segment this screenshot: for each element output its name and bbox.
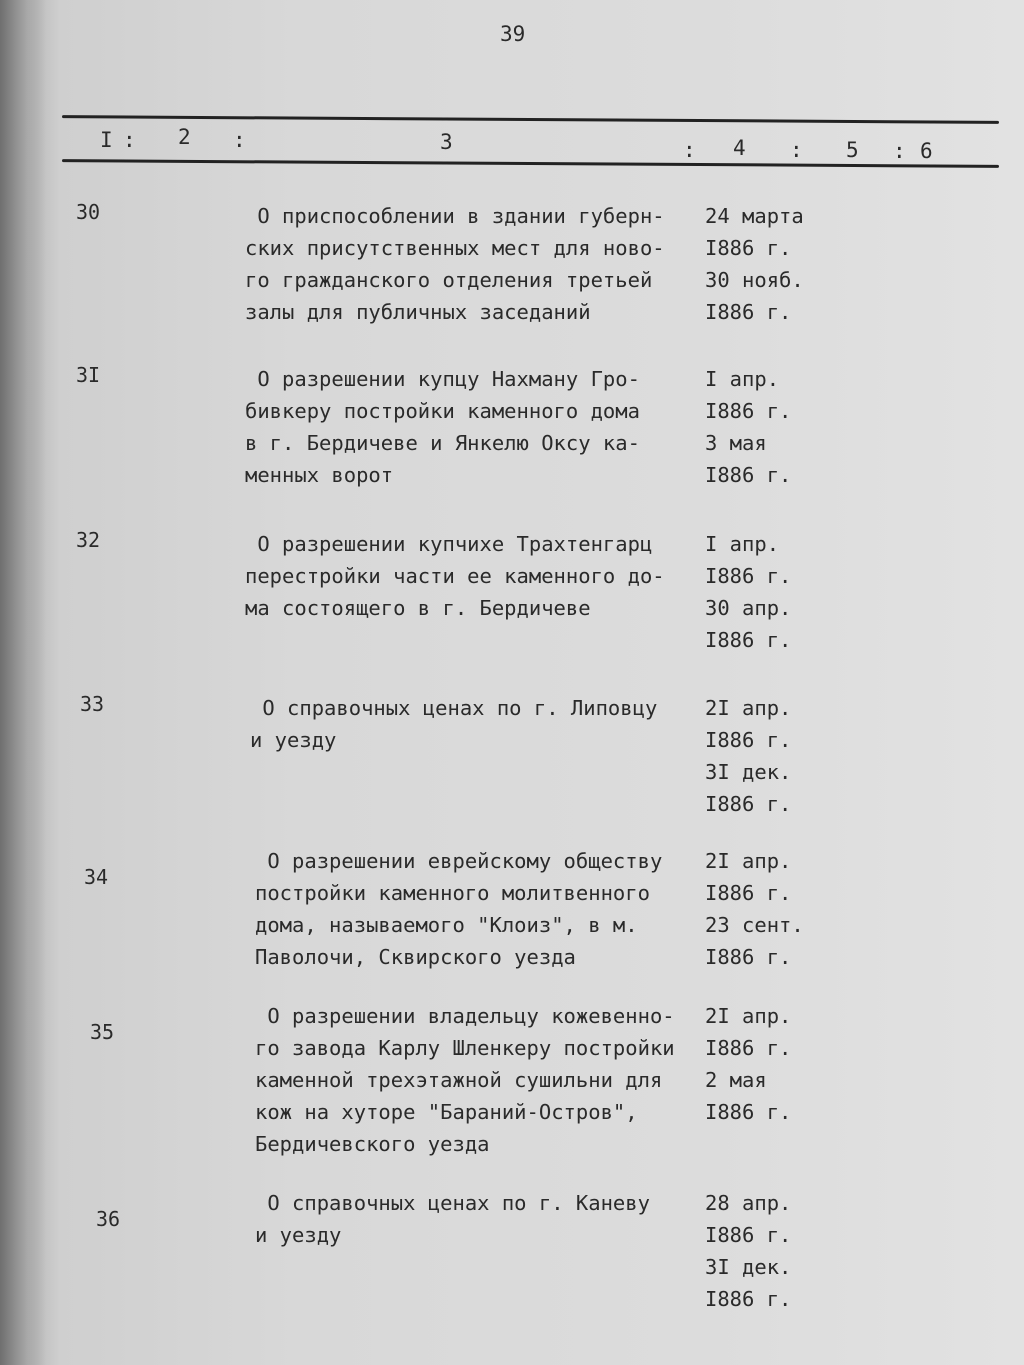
description-line: Бердичевского уезда: [255, 1132, 490, 1156]
date-line: I886 г.: [705, 564, 792, 588]
col-4-header: 4: [733, 136, 746, 160]
col-5-header: 5: [846, 138, 859, 162]
date-line: 23 сент.: [705, 913, 804, 937]
date-line: 2 мая: [705, 1068, 767, 1092]
description-line: перестройки части ее каменного до-: [245, 564, 665, 588]
entry-number: 32: [76, 528, 101, 552]
description-line: в г. Бердичеве и Янкелю Оксу ка-: [245, 431, 640, 455]
entry-dates: [705, 1187, 791, 1315]
description-line: О разрешении еврейскому обществу: [255, 849, 663, 873]
description-line: О приспособлении в здании губерн-: [245, 204, 665, 228]
description-line: О разрешении купцу Нахману Гро-: [245, 367, 640, 391]
date-line: I886 г.: [705, 1036, 792, 1060]
col-separator: :: [893, 139, 906, 163]
entry-description: [245, 200, 705, 328]
entry-dates: [705, 200, 804, 328]
description-line: дома, называемого "Клоиз", в м.: [255, 913, 638, 937]
date-line: 28 апр.: [705, 1191, 792, 1215]
col-separator: :: [790, 138, 803, 162]
entry-number: 3I: [76, 363, 101, 387]
description-line: постройки каменного молитвенного: [255, 881, 650, 905]
date-line: 30 апр.: [705, 596, 792, 620]
date-line: 3 мая: [705, 431, 767, 455]
description-line: ских присутственных мест для ново-: [245, 236, 665, 260]
date-line: I886 г.: [705, 300, 792, 324]
date-line: I886 г.: [705, 399, 792, 423]
col-3-header: 3: [440, 130, 453, 154]
description-line: О разрешении купчихе Трахтенгарц: [245, 532, 653, 556]
description-line: О справочных ценах по г. Липовцу: [250, 696, 658, 720]
date-line: I886 г.: [705, 1287, 792, 1311]
date-line: 3I дек.: [705, 1255, 792, 1279]
book-spine-shadow: [0, 0, 46, 1365]
date-line: I886 г.: [705, 628, 792, 652]
col-2-header: 2: [178, 125, 191, 149]
description-line: каменной трехэтажной сушильни для: [255, 1068, 663, 1092]
description-line: залы для публичных заседаний: [245, 300, 591, 324]
description-line: и уезду: [250, 728, 337, 752]
entry-description: [250, 692, 710, 756]
description-line: и уезду: [255, 1223, 342, 1247]
date-line: I886 г.: [705, 945, 792, 969]
entry-number: 30: [76, 200, 101, 224]
date-line: I886 г.: [705, 728, 792, 752]
entry-dates: [705, 692, 791, 820]
date-line: I886 г.: [705, 881, 792, 905]
description-line: О разрешении владельцу кожевенно-: [255, 1004, 675, 1028]
date-line: 24 марта: [705, 204, 804, 228]
date-line: I апр.: [705, 532, 780, 556]
description-line: ма состоящего в г. Бердичеве: [245, 596, 591, 620]
entry-description: [255, 1187, 715, 1251]
date-line: I886 г.: [705, 463, 792, 487]
col-1-header: I: [100, 128, 113, 152]
description-line: бивкеру постройки каменного дома: [245, 399, 640, 423]
col-separator: :: [123, 128, 136, 152]
description-line: го гражданского отделения третьей: [245, 268, 653, 292]
date-line: 2I апр.: [705, 696, 792, 720]
description-line: го завода Карлу Шленкеру постройки: [255, 1036, 675, 1060]
entry-number: 33: [80, 692, 105, 716]
description-line: Паволочи, Сквирского уезда: [255, 945, 576, 969]
date-line: 2I апр.: [705, 849, 792, 873]
entry-description: [245, 528, 705, 624]
entry-dates: [705, 363, 791, 491]
entry-number: 34: [84, 865, 109, 889]
entry-dates: [705, 845, 804, 973]
date-line: 2I апр.: [705, 1004, 792, 1028]
date-line: 3I дек.: [705, 760, 792, 784]
entry-number: 35: [90, 1020, 115, 1044]
col-6-header: 6: [920, 139, 933, 163]
table-header-top-rule: [62, 115, 999, 124]
entry-description: [255, 1000, 715, 1160]
page-number: 39: [500, 22, 526, 46]
date-line: I886 г.: [705, 1100, 792, 1124]
date-line: I886 г.: [705, 236, 792, 260]
description-line: кож на хуторе "Бараний-Остров",: [255, 1100, 638, 1124]
entry-dates: [705, 528, 791, 656]
entry-description: [245, 363, 705, 491]
col-separator: :: [233, 128, 246, 152]
date-line: I886 г.: [705, 792, 792, 816]
entry-number: 36: [96, 1207, 121, 1231]
col-separator: :: [683, 138, 696, 162]
entry-description: [255, 845, 715, 973]
date-line: I886 г.: [705, 1223, 792, 1247]
entry-dates: [705, 1000, 791, 1128]
description-line: менных ворот: [245, 463, 394, 487]
date-line: I апр.: [705, 367, 780, 391]
description-line: О справочных ценах по г. Каневу: [255, 1191, 650, 1215]
date-line: 30 нояб.: [705, 268, 804, 292]
